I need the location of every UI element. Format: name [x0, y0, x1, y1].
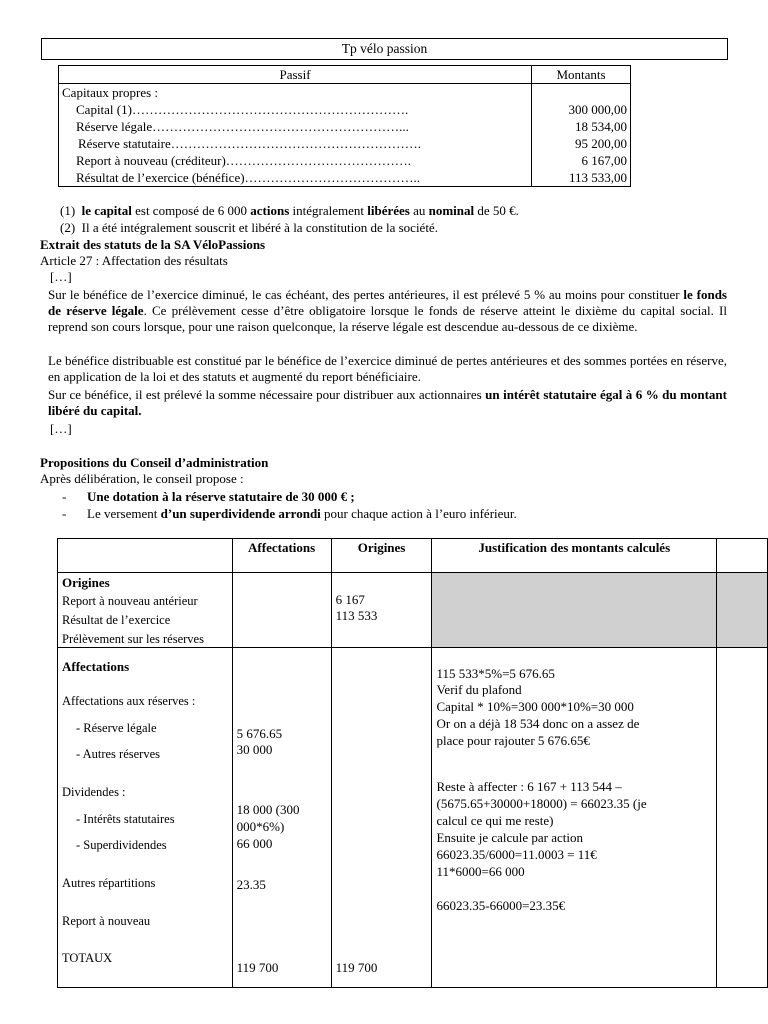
justification-line: Ensuite je calcule par action [436, 830, 584, 845]
passif-row-amount: 18 534,00 [575, 119, 627, 134]
para-bold: un intérêt statutaire égal à 6 % du montant libéré du capital. [48, 387, 727, 418]
header-text: Affectations [248, 540, 316, 555]
header-text: Origines [357, 540, 406, 555]
propositions-heading: Propositions du Conseil d’administration [40, 455, 269, 470]
statuts-paragraph-1 [48, 287, 727, 335]
superdividendes-label: - Superdividendes [76, 838, 167, 852]
aff-reserves-label: Affectations aux réserves : [62, 694, 196, 708]
note-1 [60, 202, 700, 219]
montants-header: Montants [532, 66, 631, 84]
statuts-paragraph-3 [48, 387, 727, 419]
note-number: (1) [60, 203, 76, 218]
statuts-heading: Extrait des statuts de la SA VéloPassions [40, 237, 266, 252]
passif-header: Passif [59, 66, 532, 84]
resultat-label: Résultat de l’exercice [62, 613, 171, 627]
ellipsis-open: […] [50, 269, 72, 284]
justification-line: 115 533*5%=5 676.65 [436, 666, 555, 681]
propositions-intro: Après délibération, le conseil propose : [40, 471, 244, 486]
aff-autres-repartitions: 23.35 [236, 877, 266, 892]
affectations-labels-cell [58, 648, 233, 988]
aff-total: 119 700 [236, 960, 279, 975]
passif-row-amount: 300 000,00 [568, 102, 627, 117]
grey-cell [432, 573, 717, 648]
report-nouveau-label: Report à nouveau [62, 914, 151, 928]
para-text: . Ce prélèvement cesse d’être obligatoire lorsque le fonds de réserve atteint le dixième du capital social. Il reprend son cours lorsque, pour une raison quelconque, la réserve légale est descendue au-dessous de ce dixième. [48, 303, 727, 334]
item-bold: d’un superdividende arrondi [160, 506, 321, 521]
dividendes-label: Dividendes : [62, 785, 126, 799]
passif-row-amount: 113 533,00 [568, 170, 627, 185]
affectation-table [57, 538, 768, 988]
para-text: Sur ce bénéfice, il est prélevé la somme nécessaire pour distribuer aux actionnaires [48, 387, 486, 402]
note-number: (2) [60, 220, 76, 235]
passif-row-amount: 95 200,00 [575, 136, 627, 151]
ellipsis-close: […] [50, 421, 72, 436]
note-text: est composé de 6 000 [131, 203, 251, 218]
passif-table [58, 65, 631, 187]
interets-label: - Intérêts statutaires [76, 812, 175, 826]
capitaux-propres-label: Capitaux propres : [62, 85, 159, 100]
note-bold: libérées [367, 203, 410, 218]
totaux-label: TOTAUX [62, 951, 113, 965]
aff-autres-reserves: 30 000 [236, 742, 273, 757]
origines-label: Origines [62, 575, 110, 590]
justification-line: 11*6000=66 000 [436, 864, 525, 879]
header-text: Justification des montants calculés [478, 540, 671, 555]
aff-interets-1: 18 000 (300 [236, 802, 300, 817]
proposition-item-1: Une dotation à la réserve statutaire de 30 000 € ; [87, 489, 355, 504]
affectations-values-cell [232, 648, 331, 988]
note-bold: le capital [81, 203, 132, 218]
justification-line: 66023.35-66000=23.35€ [436, 898, 566, 913]
prelevement-label: Prélèvement sur les réserves [62, 632, 204, 646]
proposition-item-2 [87, 505, 517, 522]
para-bold: le fonds de réserve légale [48, 287, 727, 318]
justification-line: place pour rajouter 5 676.65€ [436, 733, 590, 748]
passif-row-label: Réserve légale…………………………………………………... [76, 119, 409, 134]
origines-labels-cell [58, 573, 233, 648]
origine-total: 119 700 [335, 960, 378, 975]
passif-row-label: Capital (1)………………………………………………………. [76, 102, 409, 117]
passif-row-label: Report à nouveau (créditeur)……………………………………. [76, 153, 412, 168]
justification-cell [432, 648, 717, 988]
bullet: - [62, 489, 67, 504]
justification-line: calcul ce qui me reste) [436, 813, 554, 828]
header-origines [331, 539, 432, 573]
note-text: au [409, 203, 429, 218]
document-title: Tp vélo passion [41, 38, 728, 60]
aff-superdividendes: 66 000 [236, 836, 273, 851]
justification-line: Capital * 10%=300 000*10%=30 000 [436, 699, 634, 714]
origines-values-cell [331, 573, 432, 648]
note-bold: nominal [428, 203, 475, 218]
grey-cell [717, 573, 768, 648]
justification-line: Or on a déjà 18 534 donc on a assez de [436, 716, 640, 731]
passif-row-label: Résultat de l’exercice (bénéfice)………………………………….. [76, 170, 421, 185]
passif-row-label: Réserve statutaire…………………………………………………. [78, 136, 422, 151]
note-text: intégralement [289, 203, 368, 218]
bullet: - [62, 506, 67, 521]
item-text: Le versement [87, 506, 161, 521]
origines-total-cell [331, 648, 432, 988]
aff-interets-2: 000*6%) [236, 819, 285, 834]
justification-line: (5675.65+30000+18000) = 66023.35 (je [436, 796, 647, 811]
article-title: Article 27 : Affectation des résultats [40, 253, 228, 268]
reserve-legale-label: - Réserve légale [76, 721, 157, 735]
justification-line: Reste à affecter : 6 167 + 113 544 – [436, 779, 622, 794]
note-2 [60, 219, 700, 236]
report-anterieur-label: Report à nouveau antérieur [62, 594, 198, 608]
origine-resultat-value: 113 533 [335, 608, 378, 623]
affectations-label: Affectations [62, 659, 130, 674]
justification-line: Verif du plafond [436, 682, 522, 697]
passif-row-amount: 6 167,00 [581, 153, 627, 168]
header-justification [432, 539, 717, 573]
autres-reserves-label: - Autres réserves [76, 747, 160, 761]
justification-line: 66023.35/6000=11.0003 = 11€ [436, 847, 597, 862]
note-bold: actions [250, 203, 290, 218]
autres-repartitions-label: Autres répartitions [62, 876, 156, 890]
aff-reserve-legale: 5 676.65 [236, 726, 283, 741]
note-text: Il a été intégralement souscrit et libéré à la constitution de la société. [81, 220, 438, 235]
origine-report-value: 6 167 [335, 592, 365, 607]
note-text: de 50 €. [474, 203, 519, 218]
header-affectations [232, 539, 331, 573]
statuts-paragraph-2: Le bénéfice distribuable est constitué par le bénéfice de l’exercice diminué de pertes antérieures et des sommes portées en réserve, en application de la loi et des statuts et augmenté du report bénéficiaire. [48, 353, 727, 384]
item-text: pour chaque action à l’euro inférieur. [320, 506, 517, 521]
para-text: Sur le bénéfice de l’exercice diminué, le cas échéant, des pertes antérieures, il est prélevé 5 % au moins pour constituer [48, 287, 684, 302]
